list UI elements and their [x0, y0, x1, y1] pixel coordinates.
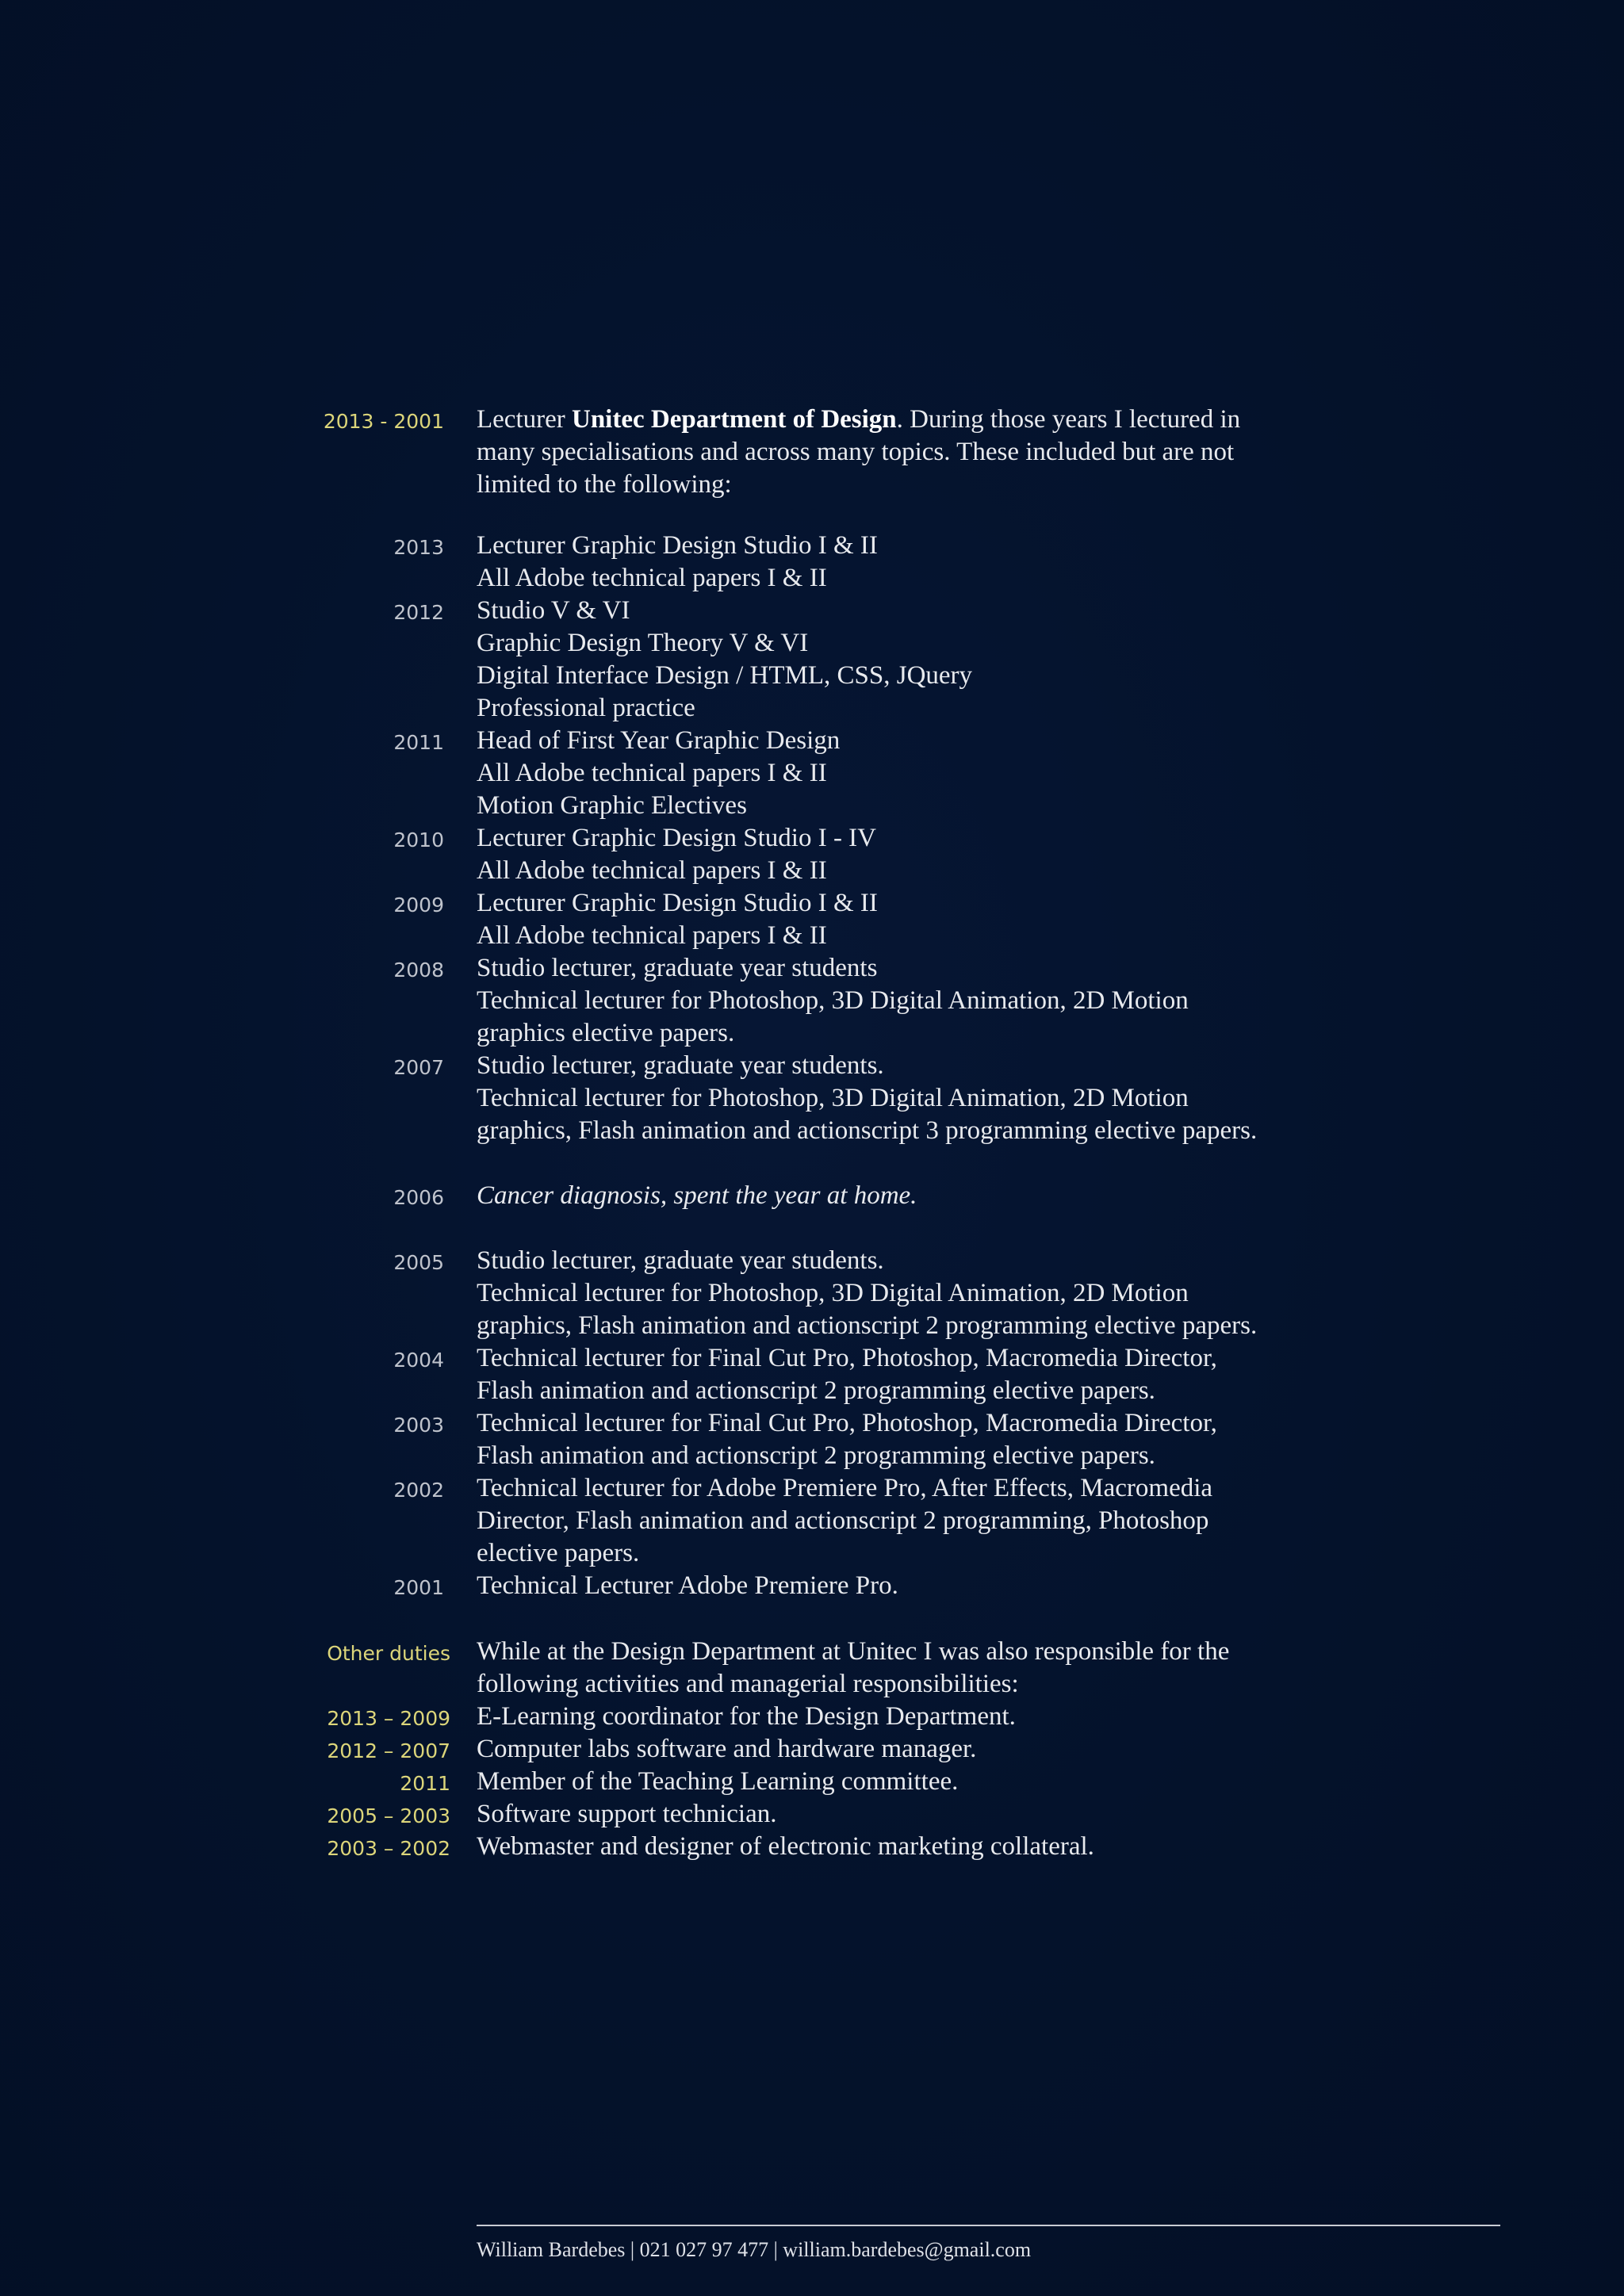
entry-line: graphics, Flash animation and actionscript 2 programming elective papers. [477, 1311, 1258, 1340]
entry-year: 2005 [393, 1251, 444, 1274]
duty-years: 2005 – 2003 [327, 1804, 450, 1827]
entry-line: Studio lecturer, graduate year students. [477, 1051, 884, 1080]
entry-year: 2007 [393, 1056, 444, 1079]
entry-line: Technical lecturer for Photoshop, 3D Digital Animation, 2D Motion [477, 986, 1189, 1015]
entry-row [0, 1440, 1624, 1472]
entry-row [0, 1537, 1624, 1570]
entry-row [0, 1310, 1624, 1342]
entry-row [0, 725, 1624, 757]
intro-row [0, 404, 1624, 436]
entry-line: Lecturer Graphic Design Studio I & II [477, 889, 878, 917]
entry-line: Digital Interface Design / HTML, CSS, JQuery [477, 661, 973, 690]
entry-line: Studio V & VI [477, 596, 630, 625]
duty-years: 2011 [400, 1772, 450, 1795]
entry-row [0, 790, 1624, 822]
other-duties-intro: following activities and managerial responsibilities: [477, 1670, 1019, 1698]
other-duties-row [0, 1668, 1624, 1701]
entry-year: 2010 [393, 828, 444, 851]
entry-row [0, 855, 1624, 887]
other-duties-intro: While at the Design Department at Unitec I was also responsible for the [477, 1637, 1230, 1666]
intro-line-3: limited to the following: [477, 470, 732, 499]
entry-row [0, 920, 1624, 952]
entry-line: Director, Flash animation and actionscript 2 programming, Photoshop [477, 1506, 1209, 1535]
intro-row [0, 436, 1624, 469]
entry-year: 2006 [393, 1186, 444, 1209]
duty-text: Computer labs software and hardware manager. [477, 1735, 977, 1763]
entry-year: 2003 [393, 1414, 444, 1437]
duty-text: Software support technician. [477, 1800, 777, 1828]
entry-line: graphics elective papers. [477, 1019, 735, 1047]
entry-row [0, 692, 1624, 725]
entry-row [0, 1570, 1624, 1602]
intro-years: 2013 - 2001 [323, 410, 444, 433]
duty-row [0, 1701, 1624, 1733]
duty-years: 2012 – 2007 [327, 1739, 450, 1762]
entry-line: graphics, Flash animation and actionscript 3 programming elective papers. [477, 1116, 1258, 1145]
entry-year: 2008 [393, 959, 444, 982]
duty-row [0, 1733, 1624, 1766]
entry-line: All Adobe technical papers I & II [477, 564, 827, 592]
entry-row [0, 822, 1624, 855]
entry-line: Motion Graphic Electives [477, 791, 747, 820]
other-duties-label: Other duties [327, 1642, 450, 1665]
entry-line: All Adobe technical papers I & II [477, 856, 827, 885]
entry-line: Studio lecturer, graduate year students [477, 954, 878, 982]
footer-contact: William Bardebes | 021 027 97 477 | william.bardebes@gmail.com [477, 2238, 1032, 2261]
entry-row [0, 1050, 1624, 1082]
entry-row [0, 985, 1624, 1017]
entry-line: Professional practice [477, 694, 695, 722]
duty-row [0, 1798, 1624, 1831]
entry-year: 2011 [393, 731, 444, 754]
entry-row [0, 952, 1624, 985]
duty-text: E-Learning coordinator for the Design Department. [477, 1702, 1016, 1731]
entry-line: Flash animation and actionscript 2 programming elective papers. [477, 1441, 1155, 1470]
entry-row [0, 757, 1624, 790]
entry-line: Studio lecturer, graduate year students. [477, 1246, 884, 1275]
duty-text: Webmaster and designer of electronic marketing collateral. [477, 1832, 1094, 1861]
entry-line: All Adobe technical papers I & II [477, 759, 827, 787]
entry-line: Graphic Design Theory V & VI [477, 629, 809, 657]
entry-line: Technical lecturer for Final Cut Pro, Photoshop, Macromedia Director, [477, 1344, 1217, 1372]
duty-years: 2013 – 2009 [327, 1707, 450, 1730]
entry-line-italic: Cancer diagnosis, spent the year at home. [477, 1181, 917, 1210]
entry-row [0, 562, 1624, 595]
entry-row [0, 1115, 1624, 1147]
entry-line: Lecturer Graphic Design Studio I - IV [477, 824, 877, 852]
entry-line: Lecturer Graphic Design Studio I & II [477, 531, 878, 560]
duty-text: Member of the Teaching Learning committee. [477, 1767, 959, 1796]
entry-row [0, 1017, 1624, 1050]
duty-years: 2003 – 2002 [327, 1837, 450, 1860]
entry-row [0, 595, 1624, 627]
entry-line: Technical lecturer for Photoshop, 3D Digital Animation, 2D Motion [477, 1084, 1189, 1112]
entry-year: 2012 [393, 601, 444, 624]
entry-row [0, 1082, 1624, 1115]
entry-row [0, 1375, 1624, 1407]
entry-line: Technical lecturer for Final Cut Pro, Photoshop, Macromedia Director, [477, 1409, 1217, 1437]
other-duties-row [0, 1636, 1624, 1668]
entry-row [0, 1505, 1624, 1537]
entry-row [0, 1180, 1624, 1212]
entry-row [0, 530, 1624, 562]
entry-row [0, 627, 1624, 660]
entry-line: Technical lecturer for Adobe Premiere Pro, After Effects, Macromedia [477, 1474, 1213, 1502]
intro-line-2: many specialisations and across many topics. These included but are not [477, 438, 1235, 466]
entry-row [0, 1407, 1624, 1440]
entry-row [0, 1245, 1624, 1277]
entry-row [0, 887, 1624, 920]
entry-line: All Adobe technical papers I & II [477, 921, 827, 950]
entry-year: 2004 [393, 1349, 444, 1372]
intro-row [0, 469, 1624, 501]
entry-line: Technical lecturer for Photoshop, 3D Digital Animation, 2D Motion [477, 1279, 1189, 1307]
intro-line-1: Lecturer Unitec Department of Design. During those years I lectured in [477, 405, 1241, 434]
entry-row [0, 1472, 1624, 1505]
entry-line: elective papers. [477, 1539, 640, 1567]
footer-divider [477, 2225, 1500, 2226]
entry-line: Head of First Year Graphic Design [477, 726, 841, 755]
entry-year: 2013 [393, 536, 444, 559]
institution-name: Unitec Department of Design [572, 405, 897, 434]
entry-year: 2001 [393, 1576, 444, 1599]
entry-year: 2002 [393, 1479, 444, 1502]
entry-row [0, 660, 1624, 692]
entry-year: 2009 [393, 894, 444, 916]
duty-row [0, 1766, 1624, 1798]
entry-row [0, 1342, 1624, 1375]
entry-row [0, 1277, 1624, 1310]
entry-line: Flash animation and actionscript 2 programming elective papers. [477, 1376, 1155, 1405]
entry-line: Technical Lecturer Adobe Premiere Pro. [477, 1571, 898, 1600]
duty-row [0, 1831, 1624, 1863]
